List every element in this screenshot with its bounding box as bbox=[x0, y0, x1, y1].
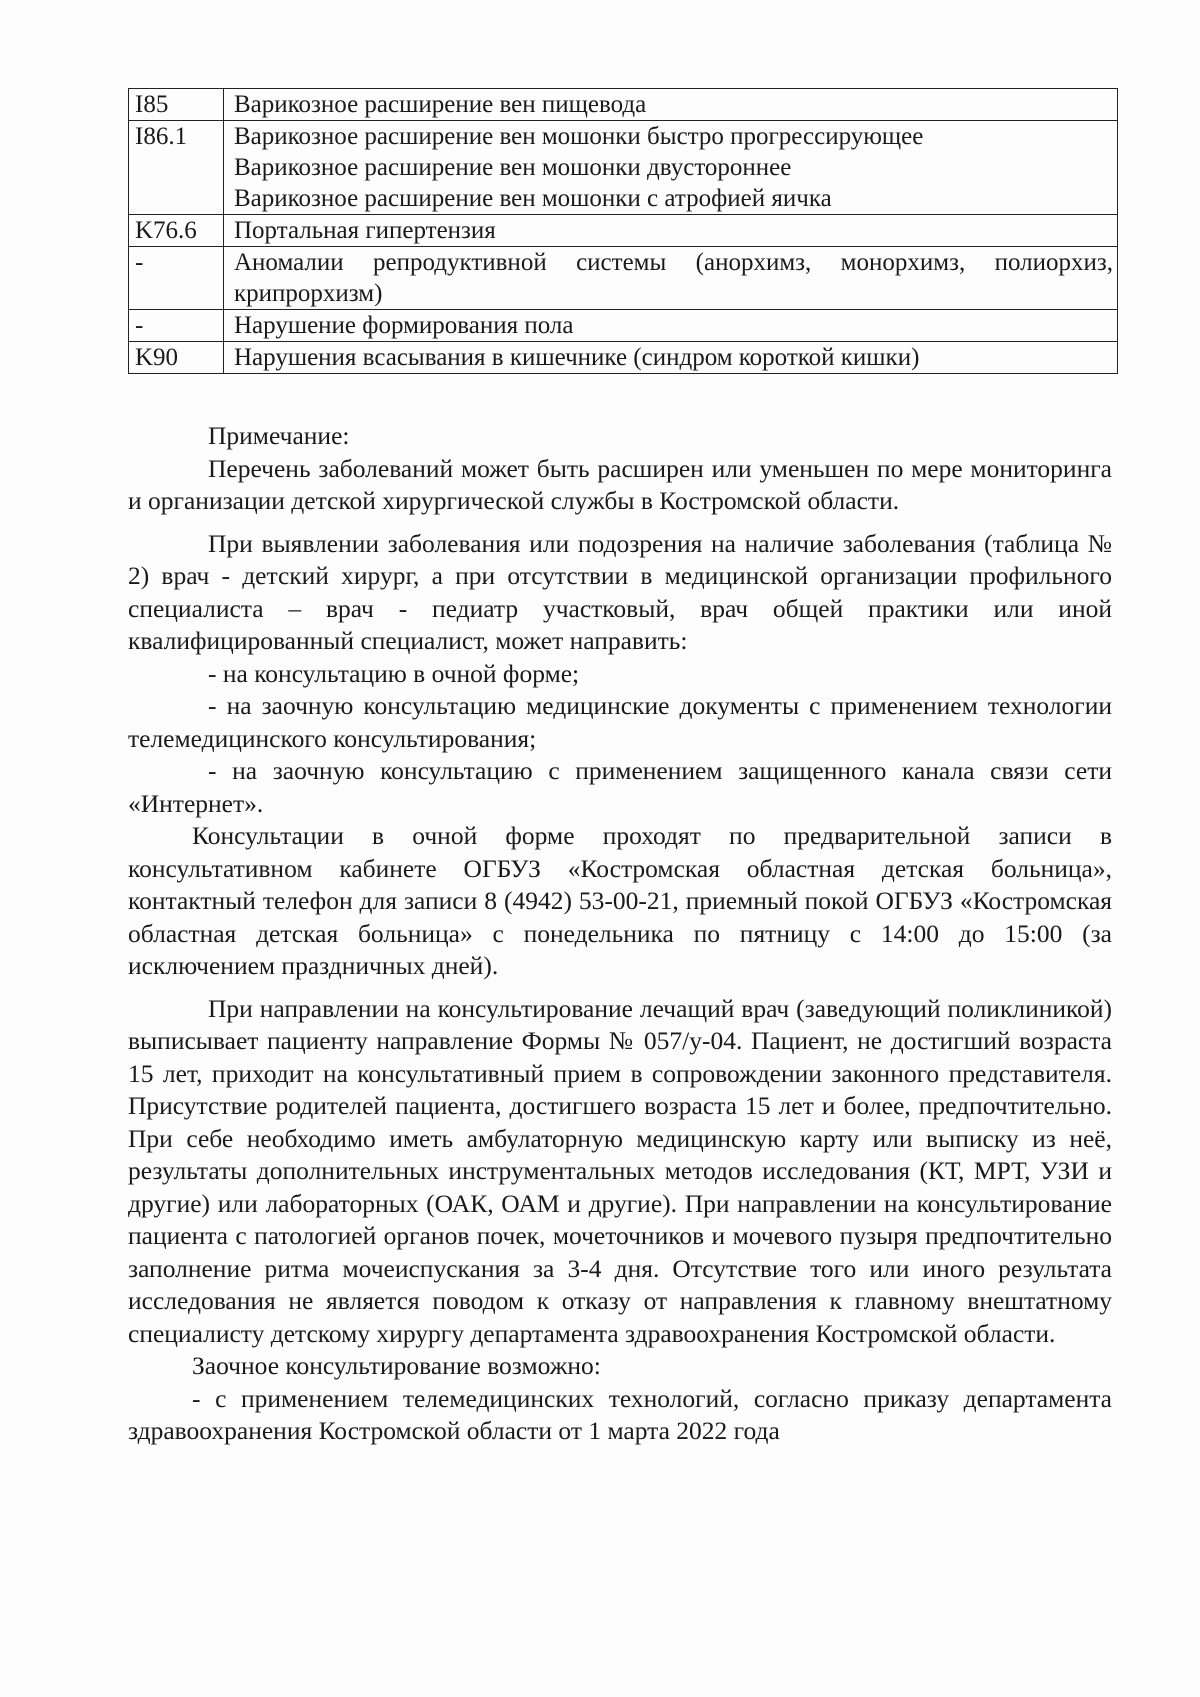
diagnosis-line: Нарушения всасывания в кишечнике (синдром короткой кишки) bbox=[234, 344, 920, 371]
icd-code-cell: I85 bbox=[129, 89, 224, 121]
note-heading: Примечание: bbox=[208, 421, 350, 450]
disease-code-table bbox=[128, 88, 1118, 374]
diagnosis-cell bbox=[224, 310, 1118, 342]
diagnosis-cell bbox=[224, 247, 1118, 310]
table-row bbox=[129, 121, 1118, 215]
icd-code-cell: K76.6 bbox=[129, 215, 224, 247]
note-section bbox=[128, 420, 1112, 1448]
table-row bbox=[129, 215, 1118, 247]
table-row bbox=[129, 310, 1118, 342]
diagnosis-cell bbox=[224, 121, 1118, 215]
diagnosis-line: Варикозное расширение вен мошонки быстро прогрессирующее bbox=[234, 123, 924, 150]
diagnosis-line: Варикозное расширение вен мошонки с атрофией яичка bbox=[234, 185, 832, 212]
list-item: - на заочную консультацию медицинские документы с применением технологии телемедицинского консультирования; bbox=[128, 691, 1112, 753]
diagnosis-line: Аномалии репродуктивной системы (анорхимз, монорхимз, полиорхиз, крипрорхизм) bbox=[234, 249, 1113, 307]
diagnosis-cell bbox=[224, 215, 1118, 247]
paragraph: - с применением телемедицинских технологий, согласно приказу департамента здравоохранения Костромской области от 1 марта 2022 года bbox=[128, 1383, 1112, 1445]
icd-code-cell: - bbox=[129, 310, 224, 342]
paragraph: При выявлении заболевания или подозрения на наличие заболевания (таблица № 2) врач - детский хирург, а при отсутствии в медицинской организации профильного специалиста – врач - педиатр участковый, врач общей практики или иной квалифицированный специалист, может направить: bbox=[128, 528, 1112, 655]
paragraph: Консультации в очной форме проходят по предварительной записи в консультативном кабинете ОГБУЗ «Костромская областная детская больница», контактный телефон для записи 8 (4942) 53-00-21, приемный покой ОГБУЗ «Костромская областная детская больница» с понедельника по пятницу с 14:00 до 15:00 (за исключением праздничных дней). bbox=[128, 821, 1112, 980]
list-item: - на заочную консультацию с применением защищенного канала связи сети «Интернет». bbox=[128, 756, 1112, 818]
diagnosis-line: Варикозное расширение вен мошонки двустороннее bbox=[234, 154, 792, 181]
icd-code-cell: - bbox=[129, 247, 224, 310]
diagnosis-line: Варикозное расширение вен пищевода bbox=[234, 91, 647, 118]
paragraph: Перечень заболеваний может быть расширен или уменьшен по мере мониторинга и организации детской хирургической службы в Костромской области. bbox=[128, 453, 1112, 515]
diagnosis-cell bbox=[224, 342, 1118, 374]
paragraph: При направлении на консультирование лечащий врач (заведующий поликлиникой) выписывает пациенту направление Формы № 057/у-04. Пациент, не достигший возраста 15 лет, приходит на консультативный прием в сопровождении законного представителя. Присутствие родителей пациента, достигшего возраста 15 лет и более, предпочтительно. При себе необходимо иметь амбулаторную медицинскую карту или выписку из неё, результаты дополнительных инструментальных методов исследования (КТ, МРТ, УЗИ и другие) или лабораторных (ОАК, ОАМ и другие). При направлении на консультирование пациента с патологией органов почек, мочеточников и мочевого пузыря предпочтительно заполнение ритма мочеиспускания за 3-4 дня. Отсутствие того или иного результата исследования не является поводом к отказу от направления к главному внештатному специалисту детскому хирургу департамента здравоохранения Костромской области. bbox=[128, 993, 1112, 1348]
table-row bbox=[129, 342, 1118, 374]
diagnosis-line: Портальная гипертензия bbox=[234, 217, 496, 244]
list-item: - на консультацию в очной форме; bbox=[208, 658, 580, 688]
diagnosis-line: Нарушение формирования пола bbox=[234, 312, 574, 339]
paragraph: Заочное консультирование возможно: bbox=[192, 1351, 601, 1380]
diagnosis-cell bbox=[224, 89, 1118, 121]
table-row bbox=[129, 247, 1118, 310]
icd-code-cell: K90 bbox=[129, 342, 224, 374]
icd-code-cell: I86.1 bbox=[129, 121, 224, 215]
table-row bbox=[129, 89, 1118, 121]
